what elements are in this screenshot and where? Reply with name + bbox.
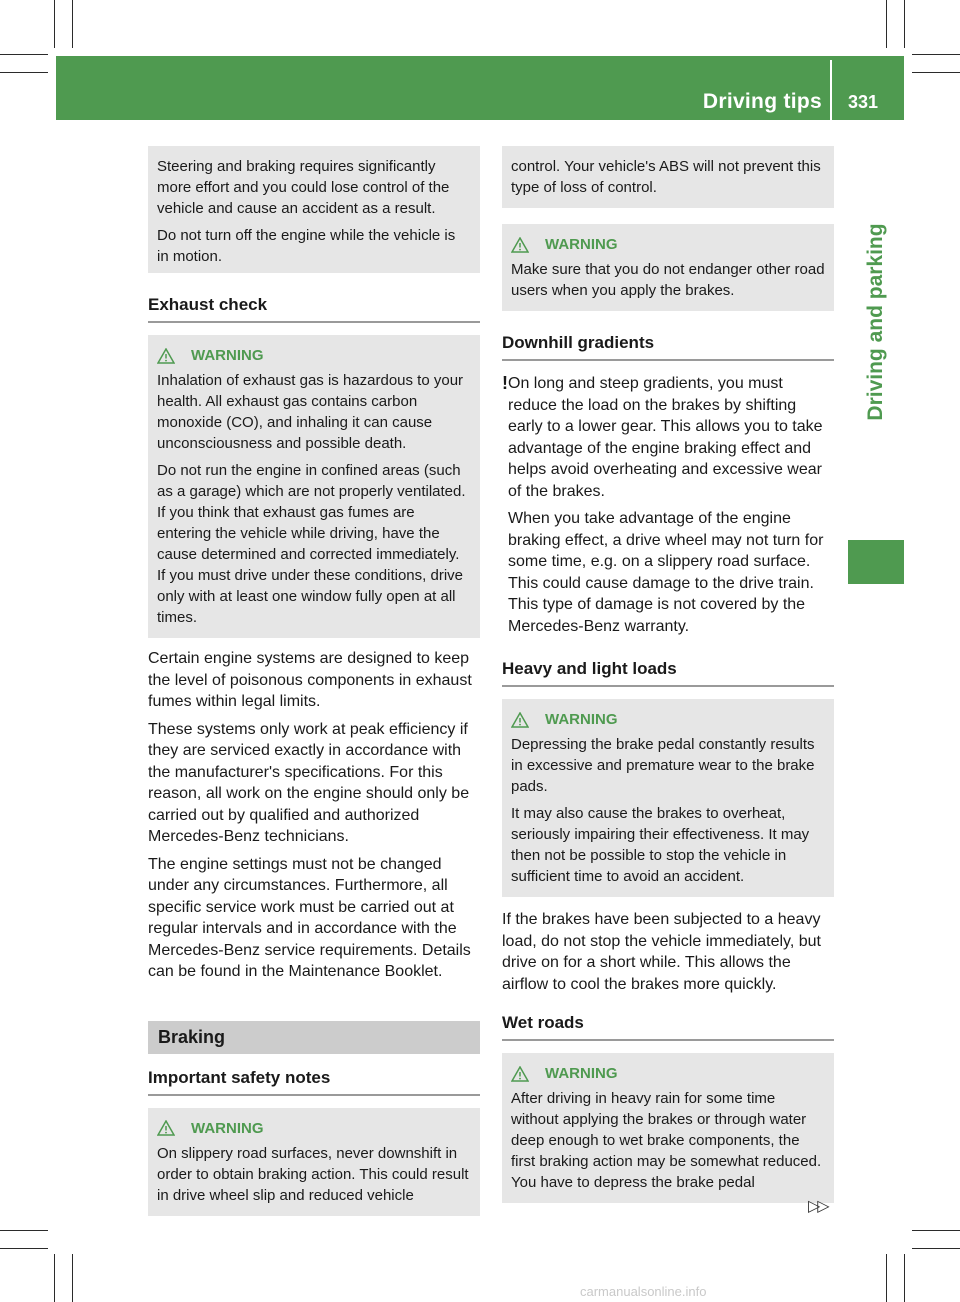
heading-heavy-and-light-loads: Heavy and light loads: [502, 659, 834, 687]
paragraph: If the brakes have been subjected to a heavy load, do not stop the vehicle immediately, but drive on for a short while. This allows the airflow to cool the brakes more quickly.: [502, 911, 821, 993]
heading-downhill-gradients: Downhill gradients: [502, 333, 834, 361]
crop-mark: [912, 72, 960, 73]
paragraph: Do not turn off the engine while the vehicle is in motion.: [157, 227, 456, 265]
right-column: [502, 146, 834, 1203]
warning-box: [502, 224, 834, 311]
warning-continued-box: [502, 146, 834, 208]
paragraph: control. Your vehicle's ABS will not prevent this type of loss of control.: [511, 158, 821, 196]
warning-label: WARNING: [191, 347, 264, 364]
warning-triangle-icon: [157, 348, 175, 364]
paragraph: These systems only work at peak efficiency if they are serviced exactly in accordance with the manufacturer's specifications. For this reason, all work on the engine should only be carried out by qualified and authorized Mercedes-Benz technicians.: [148, 720, 470, 845]
warning-header: [157, 345, 471, 366]
chapter-tab: [848, 122, 904, 522]
continued-arrows-icon: ▷▷: [808, 1198, 827, 1215]
paragraph: Do not run the engine in confined areas (such as a garage) which are not properly ventilated. If you think that exhaust gas fumes are entering the vehicle while driving, have the cause determined and corrected immediately. If you must drive under these conditions, drive only with at least one window fully open at all times.: [157, 462, 466, 626]
crop-mark: [0, 1230, 48, 1231]
crop-mark: [904, 0, 905, 48]
warning-label: WARNING: [191, 1119, 264, 1137]
warning-box: [502, 1053, 834, 1203]
paragraph: The engine settings must not be changed under any circumstances. Furthermore, all specific service work must be carried out at regular intervals and in accordance with the Mercedes-Benz service requirements. Details can be found in the Maintenance Booklet.: [148, 855, 471, 980]
heading-exhaust-check: Exhaust check: [148, 295, 480, 323]
warning-header: [511, 1063, 825, 1084]
warning-label: WARNING: [545, 236, 618, 253]
warning-triangle-icon: [511, 237, 529, 253]
watermark: carmanualsonline.info: [580, 1284, 707, 1299]
paragraph: It may also cause the brakes to overheat, seriously impairing their effectiveness. It may then not be possible to stop the vehicle in sufficient time to avoid an accident.: [511, 805, 810, 885]
heading-wet-roads: Wet roads: [502, 1013, 834, 1041]
crop-mark: [886, 1254, 887, 1302]
paragraph: When you take advantage of the engine braking effect, a drive wheel may not turn for some time, e.g. on a slippery road surface. This could cause damage to the drive train. This type of damage is not covered by the Mercedes-Benz warranty.: [508, 510, 824, 635]
note-exclamation-icon: !: [502, 373, 508, 393]
section-braking: Braking: [148, 1021, 480, 1054]
paragraph: On long and steep gradients, you must reduce the load on the brakes by shifting early to a lower gear. This allows you to take advantage of the engine braking effect and helps avoid overheating and excessive wear of the brakes.: [508, 375, 823, 500]
crop-mark: [912, 1230, 960, 1231]
crop-mark: [912, 1248, 960, 1249]
warning-box: [148, 335, 480, 638]
crop-mark: [0, 72, 48, 73]
crop-mark: [0, 54, 48, 55]
crop-mark: [904, 1254, 905, 1302]
header-divider: [830, 60, 832, 120]
crop-mark: [72, 1254, 73, 1302]
paragraph: Certain engine systems are designed to keep the level of poisonous components in exhaust fumes within legal limits.: [148, 650, 472, 710]
crop-mark: [54, 1254, 55, 1302]
warning-header: [511, 234, 825, 255]
crop-mark: [0, 1248, 48, 1249]
note-block: [502, 373, 834, 643]
page-number: 331: [847, 92, 878, 112]
warning-label: WARNING: [545, 711, 618, 728]
warning-box: [502, 699, 834, 897]
warning-triangle-icon: [511, 712, 529, 728]
paragraph: Steering and braking requires significantly more effort and you could lose control of the vehicle and cause an accident as a result.: [157, 158, 450, 217]
section-title: Driving tips: [702, 90, 822, 113]
chapter-marker: [848, 540, 904, 584]
warning-header: [511, 709, 825, 730]
paragraph: Make sure that you do not endanger other road users when you apply the brakes.: [511, 261, 825, 299]
paragraph: Inhalation of exhaust gas is hazardous to your health. All exhaust gas contains carbon monoxide (CO), and inhaling it can cause unconsciousness and possible death.: [157, 372, 464, 452]
left-column: [148, 146, 480, 1216]
paragraph: Depressing the brake pedal constantly results in excessive and premature wear to the brake pads.: [511, 736, 815, 795]
warning-box: [148, 1108, 480, 1216]
heading-important-safety-notes: Important safety notes: [148, 1068, 480, 1096]
crop-mark: [912, 54, 960, 55]
chapter-tab-label: Driving and parking: [864, 223, 887, 421]
page-header: [56, 56, 904, 120]
crop-mark: [72, 0, 73, 48]
warning-header: [157, 1118, 471, 1139]
paragraph: On slippery road surfaces, never downshift in order to obtain braking action. This could result in drive wheel slip and reduced vehicle: [157, 1144, 469, 1204]
paragraph: After driving in heavy rain for some time without applying the brakes or through water deep enough to wet brake components, the first braking action may be somewhat reduced. You have to depress the brake pedal: [511, 1090, 822, 1191]
warning-label: WARNING: [545, 1065, 618, 1082]
crop-mark: [886, 0, 887, 48]
warning-triangle-icon: [511, 1066, 529, 1082]
warning-continued-box: [148, 146, 480, 273]
crop-mark: [54, 0, 55, 48]
warning-triangle-icon: [157, 1120, 175, 1136]
